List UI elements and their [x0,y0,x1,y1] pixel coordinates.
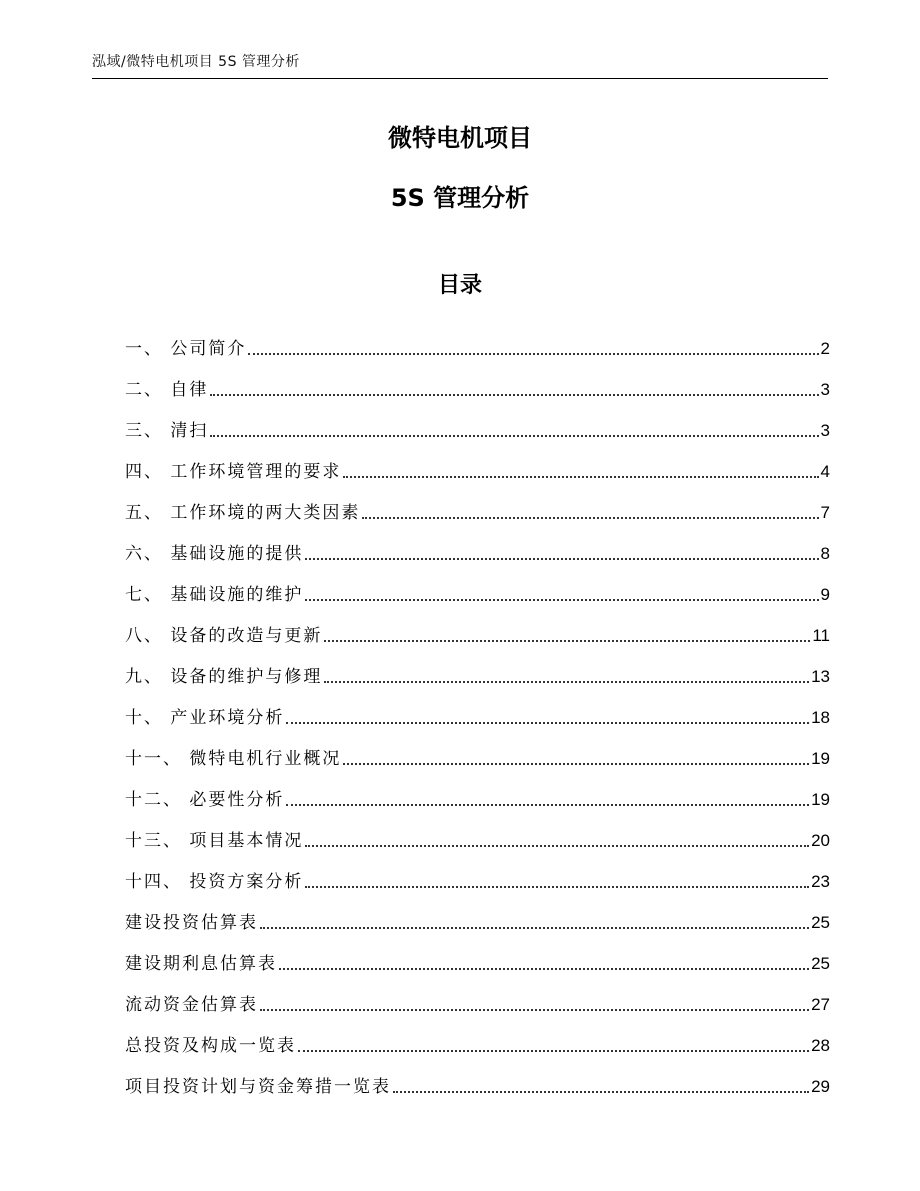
toc-entry-page: 27 [811,995,830,1014]
toc-entry[interactable] [125,1017,830,1058]
toc-entry[interactable] [125,1058,830,1099]
toc-entry-label: 七、 基础设施的维护 [125,585,304,605]
toc-entry-page: 25 [811,913,830,932]
toc-entry-page: 7 [820,503,830,522]
toc-entry-label: 九、 设备的维护与修理 [125,667,323,687]
toc-entry[interactable] [125,484,830,525]
toc-entry[interactable] [125,976,830,1017]
toc-entry[interactable] [125,525,830,566]
toc-leader-dots [305,598,818,601]
toc-entry[interactable] [125,812,830,853]
toc-entry-label: 三、 清扫 [125,421,209,441]
toc-entry-page: 20 [811,831,830,850]
toc-leader-dots [343,762,809,765]
toc-leader-dots [305,885,809,888]
toc-leader-dots [362,516,818,519]
toc-entry-page: 3 [820,421,830,440]
toc-entry[interactable] [125,648,830,689]
toc-entry-label: 一、 公司简介 [125,339,247,359]
toc-entry[interactable] [125,320,830,361]
document-subtitle: 5S 管理分析 [390,184,530,212]
toc-entry-label: 十二、 必要性分析 [125,790,285,810]
toc-entry-page: 9 [820,585,830,604]
document-title: 微特电机项目 [388,124,532,152]
toc-entry-label: 总投资及构成一览表 [125,1036,296,1056]
toc-entry[interactable] [125,361,830,402]
toc-entry[interactable] [125,730,830,771]
toc-entry-page: 23 [811,872,830,891]
toc-leader-dots [305,844,809,847]
toc-leader-dots [248,352,818,355]
toc-entry-page: 8 [820,544,830,563]
toc-entry-label: 二、 自律 [125,380,209,400]
toc-entry[interactable] [125,607,830,648]
table-of-contents [125,320,830,1099]
running-header: 泓域/微特电机项目 5S 管理分析 [92,52,828,79]
toc-entry-page: 4 [820,462,830,481]
toc-leader-dots [324,680,809,683]
toc-leader-dots [343,475,818,478]
toc-entry-label: 建设期利息估算表 [125,954,277,974]
toc-entry-page: 18 [811,708,830,727]
toc-entry-label: 十三、 项目基本情况 [125,831,304,851]
toc-entry-label: 六、 基础设施的提供 [125,544,304,564]
toc-entry-label: 四、 工作环境管理的要求 [125,462,342,482]
toc-entry-label: 五、 工作环境的两大类因素 [125,503,361,523]
toc-entry-page: 11 [812,626,830,645]
toc-entry[interactable] [125,402,830,443]
toc-entry-label: 项目投资计划与资金筹措一览表 [125,1077,391,1097]
toc-leader-dots [279,967,809,970]
toc-entry-label: 十一、 微特电机行业概况 [125,749,342,769]
toc-entry-page: 28 [811,1036,830,1055]
toc-leader-dots [260,926,809,929]
toc-leader-dots [286,721,809,724]
toc-leader-dots [210,434,818,437]
toc-entry-page: 19 [811,790,830,809]
toc-entry[interactable] [125,771,830,812]
toc-entry-label: 流动资金估算表 [125,995,258,1015]
toc-entry[interactable] [125,894,830,935]
toc-heading: 目录 [437,273,482,298]
toc-entry[interactable] [125,566,830,607]
toc-leader-dots [305,557,818,560]
toc-entry-label: 建设投资估算表 [125,913,258,933]
toc-leader-dots [324,639,810,642]
toc-entry-page: 25 [811,954,830,973]
toc-entry-label: 十、 产业环境分析 [125,708,285,728]
toc-entry-page: 29 [811,1077,830,1096]
toc-entry-page: 19 [811,749,830,768]
toc-entry[interactable] [125,443,830,484]
toc-entry[interactable] [125,935,830,976]
toc-entry-page: 13 [811,667,830,686]
toc-leader-dots [393,1090,809,1093]
toc-entry-label: 八、 设备的改造与更新 [125,626,323,646]
toc-leader-dots [210,393,818,396]
toc-leader-dots [298,1049,809,1052]
toc-leader-dots [286,803,809,806]
toc-entry-label: 十四、 投资方案分析 [125,872,304,892]
toc-entry-page: 2 [820,339,830,358]
toc-entry[interactable] [125,689,830,730]
toc-entry-page: 3 [820,380,830,399]
toc-entry[interactable] [125,853,830,894]
toc-leader-dots [260,1008,809,1011]
